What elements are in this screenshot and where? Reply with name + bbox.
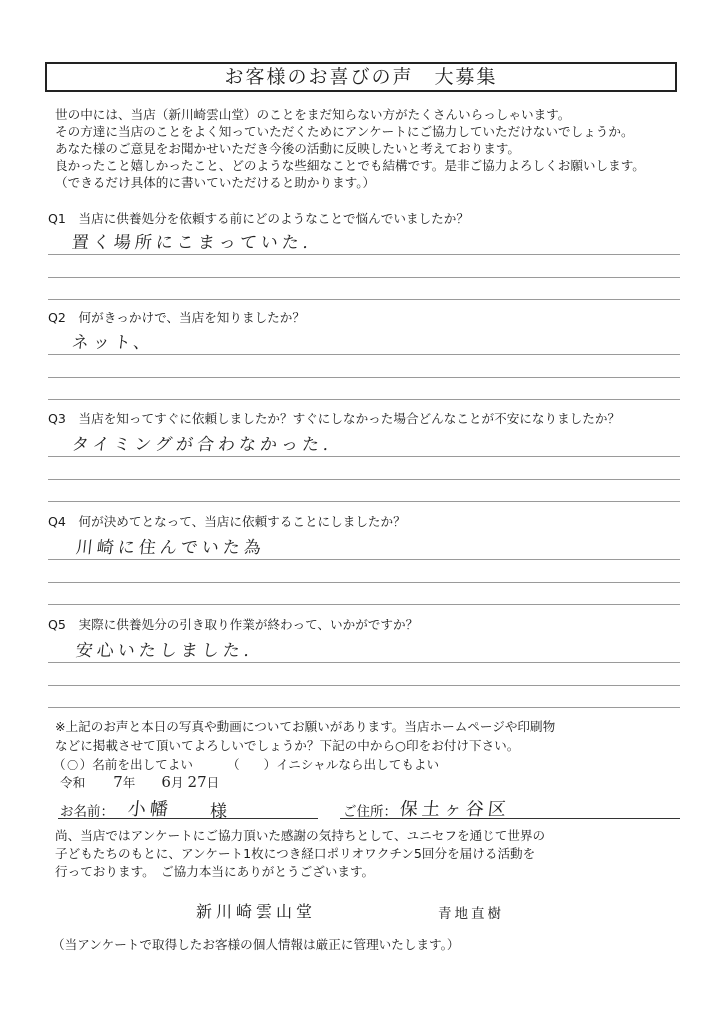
answer-line (48, 254, 680, 255)
option-2-label: イニシャルなら出してもよい (276, 757, 440, 772)
survey-title: お客様のお喜びの声 大募集 (45, 62, 677, 92)
answer-line (48, 559, 680, 560)
date-year-value: 7 (113, 773, 123, 791)
question-1-label: Q1 当店に供養処分を依頼する前にどのようなことで悩んでいましたか？ (48, 211, 469, 226)
date-month-unit: 月 (170, 775, 184, 790)
answer-line (48, 604, 680, 605)
intro-line: あなた様のご意見をお聞かせいただき今後の活動に反映したいと考えております。 (55, 141, 520, 156)
intro-text (55, 106, 695, 191)
address-underline (340, 818, 680, 819)
address-label: ご住所： (343, 804, 397, 820)
consent-line-1: ※上記のお声と本日の写真や動画についてお願いがあります。当店ホームページや印刷物 (55, 719, 556, 734)
question-3-label: Q3 当店を知ってすぐに依頼しましたか？すぐにしなかった場合どんなことが不安になりましたか？ (48, 411, 621, 426)
date-day-unit: 日 (206, 775, 220, 790)
question-2-answer: ネット、 (70, 333, 156, 353)
option-1-paren-close: ） (79, 757, 93, 772)
consent-options (53, 754, 693, 773)
answer-line (48, 479, 680, 480)
date-line (60, 772, 700, 791)
answer-line (48, 501, 680, 502)
answer-line (48, 277, 680, 278)
name-value: 小幡 (126, 799, 173, 820)
closing-line: 尚、当店ではアンケートにご協力頂いた感謝の気持ちとして、ユニセフを通じて世界の (55, 828, 546, 843)
answer-line (48, 582, 680, 583)
closing-line: 子どもたちのもとに、アンケート1枚につき経口ポリオワクチン5回分を届ける活動を (55, 846, 536, 861)
question-2-label: Q2 何がきっかけで、当店を知りましたか？ (48, 310, 305, 325)
date-era: 令和 (60, 775, 86, 790)
option-1-paren-open: （ (53, 757, 66, 772)
address-value: 保土ヶ谷区 (398, 799, 511, 820)
closing-line: 行っております。 ご協力本当にありがとうございます。 (55, 864, 375, 879)
answer-line (48, 662, 680, 663)
name-sama: 様 (210, 802, 227, 822)
option-2-paren-close: ） (263, 757, 277, 772)
closing-text (55, 827, 695, 881)
option-2-paren-open: （ (226, 757, 240, 772)
question-5-answer: 安心いたしました. (74, 641, 255, 661)
privacy-notice: （当アンケートで取得したお客様の個人情報は厳正に管理いたします。） (52, 937, 460, 952)
answer-line (48, 456, 680, 457)
answer-line (48, 685, 680, 686)
representative-name: 青地直樹 (438, 906, 504, 922)
answer-line (48, 707, 680, 708)
answer-line (48, 354, 680, 355)
option-1-label: 名前を出してよい (92, 757, 193, 772)
intro-line: （できるだけ具体的に書いていただけると助かります。） (55, 175, 376, 190)
question-4-answer: 川崎に住んでいた為 (74, 538, 266, 558)
date-year-unit: 年 (122, 775, 136, 790)
question-1-answer: 置く場所にこまっていた. (70, 233, 314, 253)
consent-line-2: などに掲載させて頂いてよろしいでしょうか？下記の中から○印をお付け下さい。 (55, 738, 520, 753)
date-day-value: 27 (187, 773, 207, 791)
answer-line (48, 299, 680, 300)
name-underline (58, 818, 318, 819)
intro-line: その方達に当店のことをよく知っていただくためにアンケートにご協力していただけないでしょうか。 (55, 124, 634, 139)
intro-line: 世の中には、当店（新川崎雲山堂）のことをまだ知らない方がたくさんいらっしゃいます。 (55, 107, 571, 122)
option-1-mark[interactable]: 〇 (67, 759, 79, 772)
name-label: お名前： (60, 804, 114, 820)
question-3-answer: タイミングが合わなかった. (70, 435, 334, 455)
answer-line (48, 399, 680, 400)
intro-line: 良かったこと嬉しかったこと、どのような些細なことでも結構です。是非ご協力よろしくお願いします。 (55, 158, 645, 173)
company-name: 新川崎雲山堂 (196, 902, 317, 921)
question-5-label: Q5 実際に供養処分の引き取り作業が終わって、いかがですか？ (48, 617, 419, 632)
question-4-label: Q4 何が決めてとなって、当店に依頼することにしましたか？ (48, 514, 406, 529)
answer-line (48, 377, 680, 378)
date-month-value: 6 (161, 773, 171, 791)
